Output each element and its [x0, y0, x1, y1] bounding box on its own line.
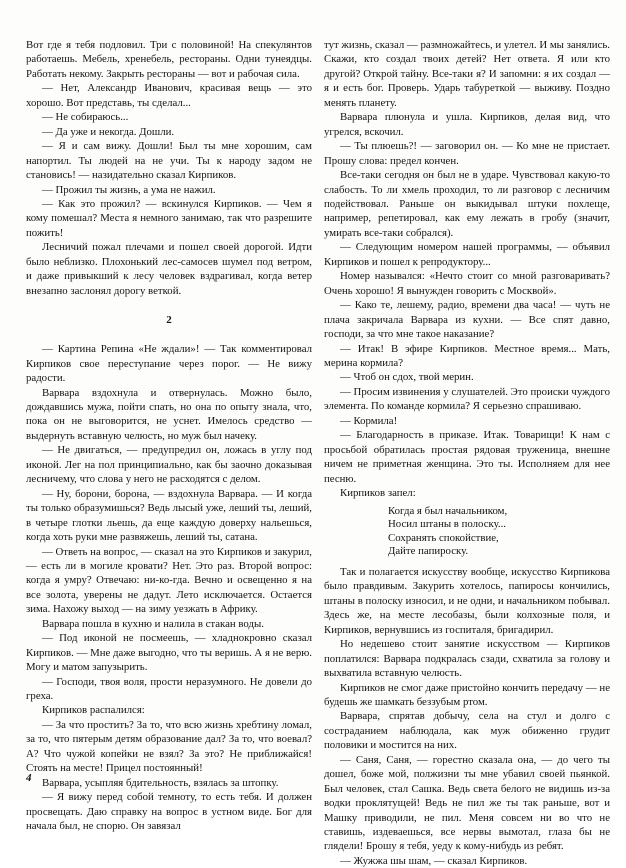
verse-line: Когда я был начальником,: [388, 504, 508, 517]
paragraph: Все-таки сегодня он был не в ударе. Чувствовал какую-то слабость. То ли хмель проходил, то ли разговор с лесничим подействовал. Раньше он выкидывал штуки похлеще, например, репетировал, как ему лежать в гробу (значит, умирать все-таки собрался).: [324, 169, 610, 239]
paragraph: Варвара, усыпляя бдительность, взялась за штопку.: [42, 776, 279, 789]
paragraph: — Благодарность в приказе. Итак. Товарищи! К нам с просьбой обратилась простая рядовая труженица, внешне ничем не приметная женщина. Это ты. Исполняем для нее песню.: [324, 429, 610, 485]
paragraph: Кирпиков не смог даже пристойно кончить передачу — не будешь же шамкать беззубым ртом.: [324, 681, 610, 708]
verse-line: Сохранять спокойствие,: [388, 531, 499, 544]
paragraph: Но недешево стоит занятие искусством — Кирпиков поплатился: Варвара подкралась сзади, схватила за голову и выхватила вставную челюсть.: [324, 638, 610, 680]
paragraph: — Не собираюсь...: [42, 111, 129, 124]
paragraph: — Ответь на вопрос, — сказал на это Кирпиков и закурил, — есть ли в могиле кровати? Нет. Это раз. Второй вопрос: когда я умру? Отвечаю: ни-ко-гда. Вечно и освещенно я на все золота, уверены не дадут. Лето исключается. Остается зима. Нахожу выход — на зиму уезжать в Африку.: [26, 545, 313, 616]
paragraph: — Прожил ты жизнь, а ума не нажил.: [42, 183, 216, 196]
paragraph: — Господи, твоя воля, прости неразумного. Не довели до греха.: [26, 675, 312, 703]
paragraph: Варвара плюнула и ушла. Кирпиков, делая вид, что угрелся, вскочил.: [324, 111, 610, 138]
paragraph: Номер назывался: «Нечто стоит со мной разговаривать? Очень хорошо! Я вынужден говорить с Москвой».: [324, 270, 610, 297]
paragraph: — Жужжа шы шам, — сказал Кирпиков.: [340, 854, 528, 867]
paragraph: — Саня, Саня, — горестно сказала она, — до чего ты дошел, боже мой, полжизни ты мне убавил своей пьянкой. Был человек, стал Сашка. Ведь света белого не видишь из-за водки проклятущей! Ведь не пил же ты так раньше, вот и Машку приводили, не пил. Меня совсем ни во что не ставишь, издеваешься, все нервы вымотал, глаза бы не глядели! Брошу я тебя, уеду к кому-нибудь из ребят.: [324, 753, 610, 853]
paragraph: — За что простить? За то, что всю жизнь хребтину ломал, за то, что пятерым детям образование дал? За то, что воевал? А? Что чужой копейки не взял? За это? Не приближайся! Стоять на месте! Прицел постоянный!: [26, 718, 312, 775]
paragraph: — Не двигаться, — предупредил он, ложась в углу под иконой. Лег на пол принципиально, как бы заочно доказывая лесничему, что слова у него не расходятся с делом.: [26, 444, 312, 486]
paragraph: — Чтоб он сдох, твой мерин.: [340, 371, 474, 384]
paragraph: — Я и сам вижу. Дошли! Был ты мне хорошим, сам напортил. Ты людей на не учи. Ты к народу задом не становись! — назидательно сказал Кирпиков.: [26, 140, 312, 182]
paragraph: — Я вижу перед собой темноту, то есть тебя. И должен просвещать. Даю справку на вопрос в устном виде. Бог для начала был, не спорю. Он завязал: [26, 791, 312, 833]
paragraph: Лесничий пожал плечами и пошел своей дорогой. Идти было неблизко. Плохонький лес-самосев шумел под ветром, и даже привыкший к лесу человек вздрагивал, когда ветер внезапно заслонял дорогу веткой.: [26, 241, 312, 297]
paragraph: Варвара пошла в кухню и налила в стакан воды.: [42, 617, 264, 630]
paragraph: — Просим извинения у слушателей. Это происки чуждого элемента. По команде кормила? Я серьезно спрашиваю.: [324, 385, 610, 413]
paragraph: — Кормила!: [340, 414, 398, 427]
paragraph: — Картина Репина «Не ждали»! — Так комментировал Кирпиков свое переступание через порог. — Не вижу радости.: [26, 343, 312, 385]
paragraph: — Нет, Александр Иванович, красивая вещь — это хорошо. Вот представь, ты сделал...: [26, 82, 312, 109]
right-column: [324, 38, 610, 867]
paragraph: — Како те, лешему, радио, времени два часа! — чуть не плача закричала Варвара из кухни. — Все спят давно, господи, за что мне такое наказание?: [324, 299, 610, 341]
paragraph: — Следующим номером нашей программы, — объявил Кирпиков и пошел к репродуктору...: [324, 241, 610, 268]
paragraph: — Ты плюешь?! — заговорил он. — Ко мне не пристает. Прошу слова: предел кончен.: [324, 140, 610, 167]
section-number: 2: [166, 314, 172, 327]
paragraph: — Да уже и некогда. Дошли.: [42, 125, 175, 138]
song-verse: [388, 505, 610, 559]
paragraph: Варвара, спрятав добычу, села на стул и долго с состраданием наблюдала, как муж обиженно грудит половики и мостится на них.: [324, 710, 610, 752]
paragraph: — Итак! В эфире Кирпиков. Местное время... Мать, мерина кормила?: [324, 342, 610, 369]
paragraph: — Ну, борони, борона, — вздохнула Варвара. — И когда ты только образумишься? Ведь лысый уже, леший ты, леший, в четыре глотки льешь, да еще каждую доверху нальешься, когда хоть руки мне развяжешь, леший ты, сатана.: [26, 487, 312, 544]
verse-line: Дайте папироску.: [388, 545, 469, 558]
paragraph: — Как это прожил? — вскинулся Кирпиков. — Чем я кому помешал? Места я немного занимаю, так что разрешите пожить!: [26, 197, 312, 239]
paragraph: Кирпиков запел:: [340, 487, 416, 500]
paragraph: Так и полагается искусству вообще, искусство Кирпикова было правдивым. Закурить хотелось, папиросы кончились, штаны в полоску износил, и не одни, и начальником побывал. Здесь же, на месте лесобазы, были колхозные поля, и Кирпиков, вернувшись из госпиталя, бригадирил.: [324, 565, 610, 636]
paragraph: Кирпиков распалился:: [42, 704, 145, 717]
paragraph: Варвара вздохнула и отвернулась. Можно было, дождавшись мужа, пойти спать, но она по опыту знала, что, пока он не выговорится, не уснет. Имелось средство — выдернуть вставную челюсть, но муж был начеку.: [26, 386, 312, 442]
left-column: [26, 38, 313, 833]
paragraph: — Под иконой не посмеешь, — хладнокровно сказал Кирпиков. — Мне даже выгодно, что ты веришь. А я не верю. Могу и матом запузырить.: [26, 632, 312, 674]
paragraph: тут жизнь, сказал — размножайтесь, и улетел. И мы занялись. Скажи, кто создал твоих детей? Нет ответа. Я или кто другой? Открой тайну. Все-таки я? И запомни: я их создал — я и есть бог. Проверь. Ударь табуреткой — выживу. Поздно менять планету.: [324, 39, 610, 109]
paragraph: Вот где я тебя подловил. Три с половиной! На спекулянтов работаешь. Мебель, хренебель, рестораны. Одни тунеядцы. Работать некому. Закрыть рестораны — вот и рабочая сила.: [26, 39, 312, 80]
page-number: 4: [26, 772, 32, 784]
verse-line: Носил штаны в полоску...: [388, 518, 506, 531]
